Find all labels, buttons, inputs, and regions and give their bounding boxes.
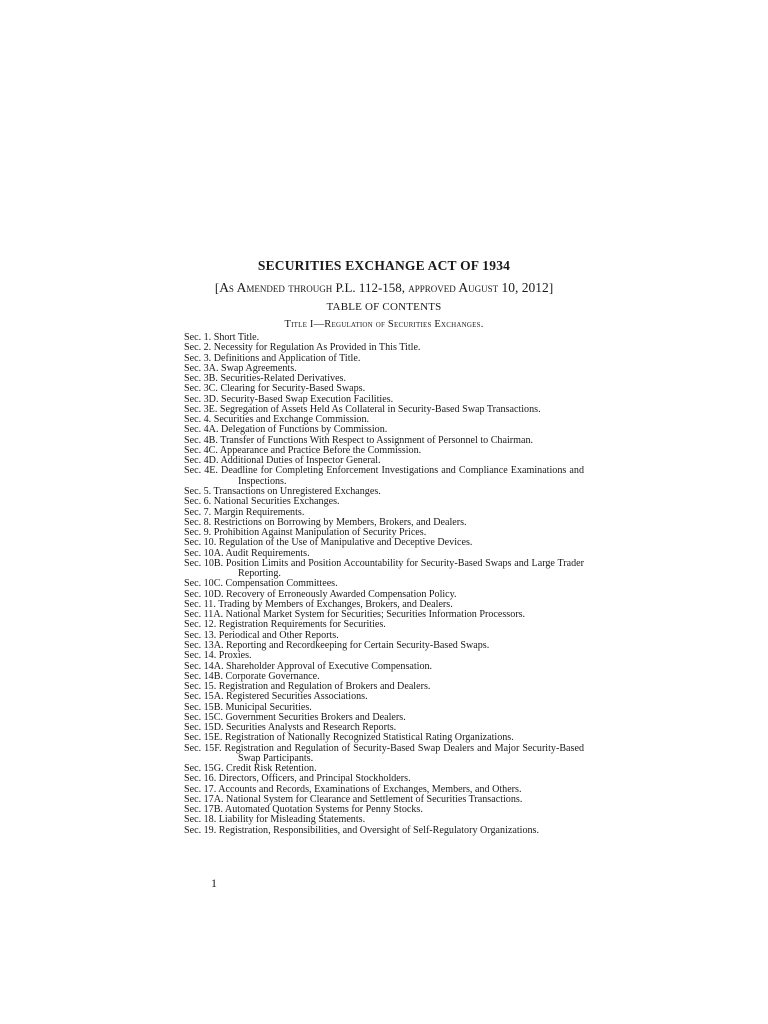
table-of-contents-heading: TABLE OF CONTENTS: [326, 301, 442, 313]
toc-entry: Sec. 19. Registration, Responsibilities, and Oversight of Self-Regulatory Organizations.: [184, 824, 540, 836]
approved-text: approved: [408, 280, 456, 295]
toc-entry: Sec. 3D. Security-Based Swap Execution Facilities.: [184, 393, 394, 405]
toc-entry: Sec. 17. Accounts and Records, Examinations of Exchanges, Members, and Others.: [184, 783, 522, 795]
toc-entry: Sec. 4. Securities and Exchange Commission.: [184, 414, 370, 426]
toc-entry: Sec. 4D. Additional Duties of Inspector General.: [184, 455, 381, 467]
toc-entry: Sec. 12. Registration Requirements for Securities.: [184, 619, 386, 631]
toc-entry: Sec. 3E. Segregation of Assets Held As Collateral in Security-Based Swap Transactions.: [184, 403, 541, 415]
public-law-text: P.L. 112-158,: [332, 280, 409, 295]
toc-entry: Sec. 10C. Compensation Committees.: [184, 578, 338, 590]
as-amended-text: As Amended through: [219, 280, 333, 295]
open-bracket: [: [214, 280, 220, 295]
page-number: 1: [211, 876, 217, 890]
toc-entry: Sec. 16. Directors, Officers, and Principal Stockholders.: [184, 773, 411, 785]
title-i-heading: Title I—Regulation of Securities Exchanges.: [284, 319, 484, 330]
toc-entry: Sec. 15C. Government Securities Brokers and Dealers.: [184, 711, 406, 723]
toc-entry: Sec. 4C. Appearance and Practice Before the Commission.: [184, 444, 422, 456]
toc-entry: Sec. 3. Definitions and Application of Title.: [184, 352, 361, 364]
toc-entry: Sec. 3C. Clearing for Security-Based Swaps.: [184, 383, 366, 395]
toc-entry: Sec. 15F. Registration and Regulation of Security-Based Swap Dealers and Major Security-Based Swap Participants.: [184, 742, 584, 764]
toc-entry: Sec. 4A. Delegation of Functions by Commission.: [184, 424, 388, 436]
toc-entry: Sec. 9. Prohibition Against Manipulation of Security Prices.: [184, 527, 427, 539]
toc-entry: Sec. 10B. Position Limits and Position Accountability for Security-Based Swaps and Large Trader Reporting.: [184, 557, 584, 580]
toc-section-list: [184, 333, 584, 836]
toc-entry: Sec. 10D. Recovery of Erroneously Awarded Compensation Policy.: [184, 588, 457, 600]
toc-entry: Sec. 15B. Municipal Securities.: [184, 701, 312, 713]
toc-entry: Sec. 18. Liability for Misleading Statements.: [184, 814, 366, 826]
toc-entry: Sec. 15D. Securities Analysts and Research Reports.: [184, 722, 397, 734]
amendment-note: [0, 280, 768, 296]
toc-entry: Sec. 15E. Registration of Nationally Recognized Statistical Rating Organizations.: [184, 732, 514, 744]
toc-entry: Sec. 4E. Deadline for Completing Enforcement Investigations and Compliance Examinations and Inspections.: [184, 465, 584, 487]
toc-entry: Sec. 15G. Credit Risk Retention.: [184, 763, 317, 775]
toc-entry: Sec. 14. Proxies.: [184, 650, 252, 662]
toc-entry: Sec. 17A. National System for Clearance and Settlement of Securities Transactions.: [184, 793, 523, 805]
toc-entry: Sec. 7. Margin Requirements.: [184, 506, 305, 518]
toc-entry: Sec. 15A. Registered Securities Associations.: [184, 691, 368, 703]
toc-entry: Sec. 17B. Automated Quotation Systems for Penny Stocks.: [184, 804, 423, 816]
toc-entry: Sec. 13. Periodical and Other Reports.: [184, 629, 339, 641]
approval-date: August 10, 2012: [455, 280, 549, 295]
toc-entry: Sec. 11A. National Market System for Securities; Securities Information Processors.: [184, 609, 526, 621]
toc-entry: Sec. 3A. Swap Agreements.: [184, 362, 297, 374]
toc-entry: Sec. 6. National Securities Exchanges.: [184, 496, 340, 508]
toc-entry: Sec. 1. Short Title.: [184, 332, 260, 343]
toc-entry: Sec. 10. Regulation of the Use of Manipulative and Deceptive Devices.: [184, 537, 473, 549]
toc-entry: Sec. 2. Necessity for Regulation As Provided in This Title.: [184, 342, 421, 354]
toc-entry: Sec. 11. Trading by Members of Exchanges, Brokers, and Dealers.: [184, 598, 453, 610]
close-bracket: ]: [548, 280, 554, 295]
toc-entry: Sec. 13A. Reporting and Recordkeeping for Certain Security-Based Swaps.: [184, 639, 490, 651]
toc-entry: Sec. 14B. Corporate Governance.: [184, 670, 320, 682]
toc-entry: Sec. 8. Restrictions on Borrowing by Members, Brokers, and Dealers.: [184, 516, 467, 528]
toc-entry: Sec. 4B. Transfer of Functions With Respect to Assignment of Personnel to Chairman.: [184, 434, 534, 446]
toc-entry: Sec. 14A. Shareholder Approval of Executive Compensation.: [184, 660, 433, 672]
toc-entry: Sec. 3B. Securities-Related Derivatives.: [184, 373, 347, 385]
toc-entry: Sec. 10A. Audit Requirements.: [184, 547, 310, 559]
toc-entry: Sec. 15. Registration and Regulation of Brokers and Dealers.: [184, 681, 431, 693]
toc-entry: Sec. 5. Transactions on Unregistered Exchanges.: [184, 485, 381, 497]
document-title: SECURITIES EXCHANGE ACT OF 1934: [257, 258, 511, 273]
